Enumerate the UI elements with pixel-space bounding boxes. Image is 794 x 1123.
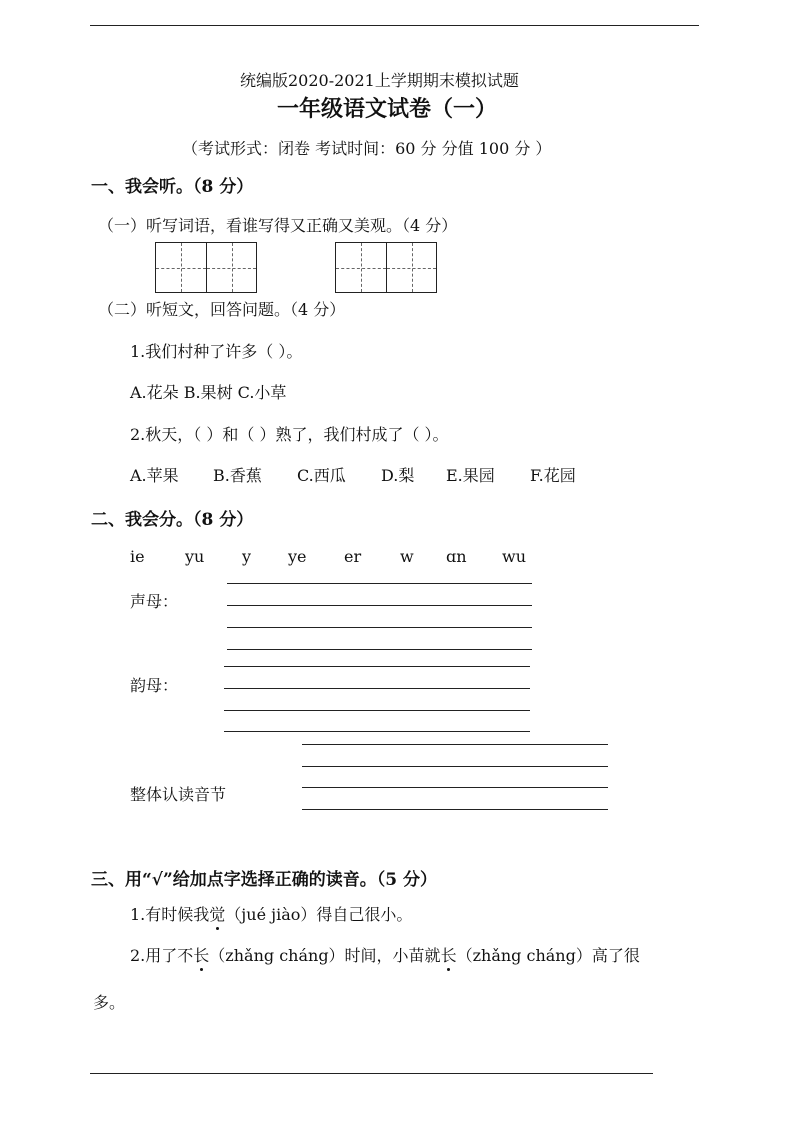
q1-text-after: （jué jiào）得自己很小。: [225, 905, 413, 924]
initials-answer-line[interactable]: [227, 605, 532, 606]
syllable: ɑn: [446, 547, 467, 566]
syllable: wu: [502, 547, 526, 566]
writing-grid-right[interactable]: [335, 242, 437, 293]
section3-question-2-wrap: 多。: [93, 993, 126, 1012]
syllable: yu: [185, 547, 205, 566]
top-rule: [90, 25, 699, 26]
syllable: ie: [130, 547, 145, 566]
q2-dotted-char-1: 长: [193, 946, 210, 965]
syllable: er: [344, 547, 362, 566]
question-1: 1.我们村种了许多（ ）。: [130, 342, 303, 361]
option-f: F.花园: [530, 466, 576, 485]
question-1-options: A.花朵 B.果树 C.小草: [130, 383, 287, 402]
section3-question-1: [130, 902, 412, 925]
whole-syllable-answer-line[interactable]: [302, 744, 608, 745]
section1-heading: 一、我会听。（8 分）: [91, 177, 254, 197]
finals-answer-line[interactable]: [224, 731, 530, 732]
section3-question-2: [130, 943, 640, 966]
bottom-rule: [90, 1073, 653, 1074]
exam-subtitle: 统编版2020-2021上学期期末模拟试题: [240, 71, 519, 90]
finals-answer-line[interactable]: [224, 710, 530, 711]
section2-heading: 二、我会分。（8 分）: [91, 510, 254, 530]
syllable: y: [242, 547, 252, 566]
initials-label: 声母：: [130, 592, 179, 611]
whole-syllable-answer-line[interactable]: [302, 787, 608, 788]
finals-answer-line[interactable]: [224, 666, 530, 667]
section1-part1: （一）听写词语，看谁写得又正确又美观。（4 分）: [98, 216, 458, 235]
initials-answer-line[interactable]: [227, 627, 532, 628]
initials-answer-line[interactable]: [227, 583, 532, 584]
finals-label: 韵母：: [130, 676, 179, 695]
writing-cell[interactable]: [206, 243, 256, 292]
writing-cell[interactable]: [156, 243, 206, 292]
option-c: C.西瓜: [297, 466, 346, 485]
q2-text-mid: （zhǎng cháng）时间，小苗就: [209, 946, 441, 965]
syllable: ye: [288, 547, 307, 566]
whole-syllable-label: 整体认读音节: [130, 785, 227, 804]
option-d: D.梨: [381, 466, 415, 485]
option-e: E.果园: [446, 466, 495, 485]
writing-cell[interactable]: [336, 243, 386, 292]
exam-info: （考试形式：闭卷 考试时间：60 分 分值 100 分 ）: [182, 139, 552, 158]
writing-cell[interactable]: [386, 243, 436, 292]
q2-text-before: 2.用了不: [130, 946, 194, 965]
q1-text-before: 1.有时候我: [130, 905, 210, 924]
writing-grid-left[interactable]: [155, 242, 257, 293]
option-a: A.苹果: [130, 466, 179, 485]
q2-text-after: （zhǎng cháng）高了很: [456, 946, 640, 965]
syllable: w: [400, 547, 414, 566]
finals-answer-line[interactable]: [224, 688, 530, 689]
q1-dotted-char: 觉: [209, 905, 226, 924]
option-b: B.香蕉: [213, 466, 262, 485]
whole-syllable-answer-line[interactable]: [302, 809, 608, 810]
page-title: 一年级语文试卷（一）: [277, 96, 498, 122]
whole-syllable-answer-line[interactable]: [302, 766, 608, 767]
section3-heading: 三、用“√”给加点字选择正确的读音。（5 分）: [91, 870, 437, 890]
q2-dotted-char-2: 长: [440, 946, 457, 965]
initials-answer-line[interactable]: [227, 649, 532, 650]
section1-part2: （二）听短文，回答问题。（4 分）: [98, 300, 346, 319]
question-2: 2.秋天，（ ）和（ ）熟了，我们村成了（ ）。: [130, 425, 449, 444]
